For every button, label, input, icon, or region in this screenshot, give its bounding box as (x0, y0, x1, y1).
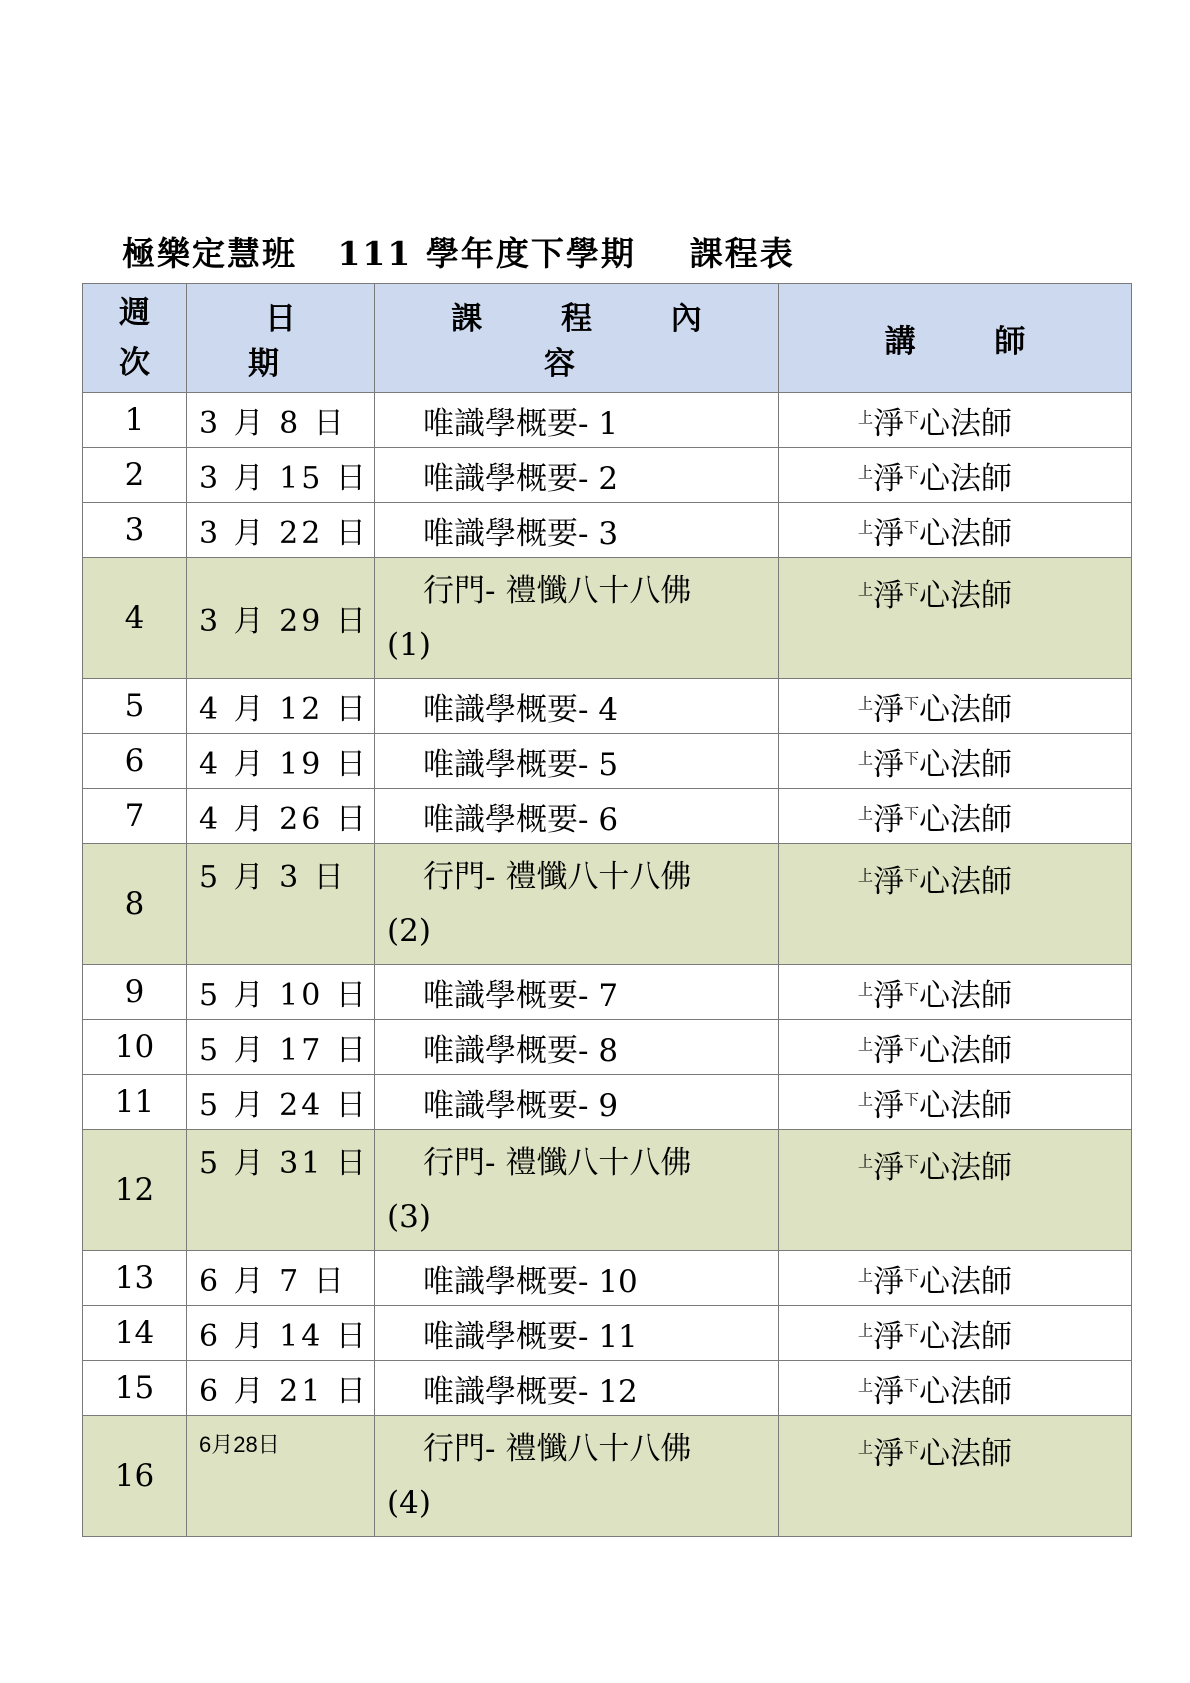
week-cell: 14 (83, 1306, 187, 1361)
teacher-cell (779, 503, 1132, 558)
teacher-prefix-2: 下 (904, 980, 920, 999)
date-cell (187, 679, 375, 734)
date-text: 4 月 26 日 (199, 802, 369, 837)
course-line-2: (4) (387, 1485, 431, 1521)
teacher-prefix-2: 下 (904, 749, 920, 768)
teacher-cell (779, 1361, 1132, 1416)
course-line-2: (1) (387, 627, 431, 663)
date-cell (187, 1251, 375, 1306)
date-text: 6 月 7 日 (199, 1264, 347, 1299)
header-week: 週 次 (83, 284, 187, 393)
teacher-name-tail: 心法師 (919, 1263, 1013, 1300)
teacher-name-tail: 心法師 (919, 801, 1013, 838)
date-text: 5 月 31 日 (199, 1146, 369, 1181)
table-row (83, 558, 1132, 679)
table-row (83, 965, 1132, 1020)
teacher-prefix-2: 下 (904, 1090, 920, 1109)
table-row (83, 393, 1132, 448)
week-cell: 12 (83, 1130, 187, 1251)
teacher-cell (779, 448, 1132, 503)
teacher-name-mid: 淨 (873, 864, 904, 900)
date-cell (187, 789, 375, 844)
teacher-name-mid: 淨 (873, 1150, 904, 1186)
teacher-cell (779, 734, 1132, 789)
course-cell (375, 679, 779, 734)
teacher-prefix: 上 (857, 1321, 873, 1340)
table-row (83, 1075, 1132, 1130)
teacher-cell (779, 965, 1132, 1020)
date-text: 5 月 24 日 (199, 1088, 369, 1123)
date-cell (187, 558, 375, 679)
teacher-name-mid: 淨 (873, 1318, 904, 1355)
teacher-cell (779, 1130, 1132, 1251)
date-cell (187, 1075, 375, 1130)
table-row (83, 1020, 1132, 1075)
teacher-prefix: 上 (857, 749, 873, 768)
teacher-prefix-2: 下 (904, 408, 920, 427)
date-text: 5 月 10 日 (199, 978, 369, 1013)
course-cell (375, 789, 779, 844)
teacher-prefix-2: 下 (904, 804, 920, 823)
week-cell: 16 (83, 1416, 187, 1537)
teacher-name-tail: 心法師 (919, 578, 1013, 614)
teacher-name-mid: 淨 (873, 1263, 904, 1300)
week-cell: 4 (83, 558, 187, 679)
teacher-prefix: 上 (857, 580, 873, 599)
date-text: 5 月 17 日 (199, 1033, 369, 1068)
teacher-prefix-2: 下 (904, 1376, 920, 1395)
date-cell (187, 503, 375, 558)
teacher-prefix: 上 (857, 1266, 873, 1285)
course-line-1: 行門- 禮懺八十八佛 (423, 1431, 692, 1467)
week-cell: 6 (83, 734, 187, 789)
teacher-prefix: 上 (857, 1035, 873, 1054)
teacher-prefix-2: 下 (904, 463, 920, 482)
teacher-name-tail: 心法師 (919, 1318, 1013, 1355)
date-text: 3 月 8 日 (199, 406, 347, 441)
course-cell (375, 1361, 779, 1416)
date-cell (187, 1130, 375, 1251)
teacher-name-tail: 心法師 (919, 460, 1013, 497)
date-text: 6 月 21 日 (199, 1374, 369, 1409)
date-text: 3 月 15 日 (199, 461, 369, 496)
course-cell (375, 1020, 779, 1075)
course-text: 唯識學概要- 8 (423, 1032, 619, 1069)
teacher-name-tail: 心法師 (919, 1150, 1013, 1186)
date-cell (187, 393, 375, 448)
teacher-name-tail: 心法師 (919, 864, 1013, 900)
teacher-cell (779, 393, 1132, 448)
teacher-name-mid: 淨 (873, 405, 904, 442)
date-cell (187, 734, 375, 789)
teacher-name-mid: 淨 (873, 801, 904, 838)
course-text: 唯識學概要- 10 (423, 1263, 638, 1300)
course-text: 唯識學概要- 5 (423, 746, 619, 783)
table-row (83, 734, 1132, 789)
course-cell (375, 965, 779, 1020)
teacher-prefix: 上 (857, 1438, 873, 1457)
teacher-name-mid: 淨 (873, 578, 904, 614)
teacher-prefix: 上 (857, 980, 873, 999)
teacher-name-mid: 淨 (873, 460, 904, 497)
course-text: 唯識學概要- 7 (423, 977, 619, 1014)
teacher-name-mid: 淨 (873, 746, 904, 783)
table-row (83, 448, 1132, 503)
course-line-2: (2) (387, 913, 431, 949)
week-cell: 7 (83, 789, 187, 844)
teacher-cell (779, 558, 1132, 679)
date-cell (187, 844, 375, 965)
course-cell (375, 1251, 779, 1306)
table-row (83, 1251, 1132, 1306)
course-text: 唯識學概要- 12 (423, 1373, 638, 1410)
date-cell (187, 1416, 375, 1537)
teacher-prefix: 上 (857, 1090, 873, 1109)
teacher-name-mid: 淨 (873, 1087, 904, 1124)
table-row (83, 1361, 1132, 1416)
course-cell (375, 558, 779, 679)
table-row (83, 1416, 1132, 1537)
table-row (83, 679, 1132, 734)
date-text: 6 月 14 日 (199, 1319, 369, 1354)
date-text: 5 月 3 日 (199, 860, 347, 895)
date-text: 4 月 12 日 (199, 692, 369, 727)
week-cell: 11 (83, 1075, 187, 1130)
course-cell (375, 503, 779, 558)
teacher-cell (779, 1251, 1132, 1306)
course-cell (375, 448, 779, 503)
course-cell (375, 393, 779, 448)
teacher-name-tail: 心法師 (919, 405, 1013, 442)
header-course: 課 程 內 容 (375, 284, 779, 393)
week-cell: 8 (83, 844, 187, 965)
week-cell: 2 (83, 448, 187, 503)
schedule-table (82, 283, 1132, 1537)
page-title: 極樂定慧班 111 學年度下學期 課程表 (122, 234, 795, 273)
date-text: 6月28日 (199, 1432, 280, 1457)
date-cell (187, 1306, 375, 1361)
week-cell: 10 (83, 1020, 187, 1075)
course-cell (375, 734, 779, 789)
table-row (83, 844, 1132, 965)
course-line-1: 行門- 禮懺八十八佛 (423, 573, 692, 609)
teacher-prefix: 上 (857, 518, 873, 537)
week-cell: 5 (83, 679, 187, 734)
teacher-name-mid: 淨 (873, 977, 904, 1014)
teacher-prefix: 上 (857, 694, 873, 713)
course-cell (375, 1075, 779, 1130)
date-cell (187, 965, 375, 1020)
course-text: 唯識學概要- 2 (423, 460, 619, 497)
date-text: 3 月 29 日 (199, 604, 369, 639)
teacher-name-mid: 淨 (873, 515, 904, 552)
week-cell: 1 (83, 393, 187, 448)
table-row (83, 1306, 1132, 1361)
teacher-prefix: 上 (857, 1376, 873, 1395)
teacher-name-tail: 心法師 (919, 1032, 1013, 1069)
course-text: 唯識學概要- 11 (423, 1318, 638, 1355)
teacher-cell (779, 1416, 1132, 1537)
teacher-prefix-2: 下 (904, 694, 920, 713)
course-cell (375, 1130, 779, 1251)
course-text: 唯識學概要- 6 (423, 801, 619, 838)
teacher-name-tail: 心法師 (919, 691, 1013, 728)
course-line-1: 行門- 禮懺八十八佛 (423, 1145, 692, 1181)
date-text: 4 月 19 日 (199, 747, 369, 782)
header-teacher: 講 師 (779, 284, 1132, 393)
week-cell: 15 (83, 1361, 187, 1416)
course-cell (375, 844, 779, 965)
teacher-name-mid: 淨 (873, 1436, 904, 1472)
date-cell (187, 448, 375, 503)
date-text: 3 月 22 日 (199, 516, 369, 551)
course-text: 唯識學概要- 1 (423, 405, 619, 442)
header-row (83, 284, 1132, 393)
week-cell: 13 (83, 1251, 187, 1306)
teacher-cell (779, 679, 1132, 734)
teacher-name-tail: 心法師 (919, 746, 1013, 783)
teacher-prefix-2: 下 (904, 518, 920, 537)
teacher-prefix: 上 (857, 804, 873, 823)
course-text: 唯識學概要- 9 (423, 1087, 619, 1124)
teacher-prefix-2: 下 (904, 866, 920, 885)
teacher-name-mid: 淨 (873, 691, 904, 728)
table-row (83, 789, 1132, 844)
teacher-name-mid: 淨 (873, 1373, 904, 1410)
course-text: 唯識學概要- 3 (423, 515, 619, 552)
date-cell (187, 1020, 375, 1075)
course-line-1: 行門- 禮懺八十八佛 (423, 859, 692, 895)
teacher-cell (779, 844, 1132, 965)
teacher-prefix-2: 下 (904, 1035, 920, 1054)
course-line-2: (3) (387, 1199, 431, 1235)
teacher-name-tail: 心法師 (919, 515, 1013, 552)
teacher-prefix: 上 (857, 1152, 873, 1171)
course-cell (375, 1416, 779, 1537)
teacher-name-tail: 心法師 (919, 1087, 1013, 1124)
teacher-prefix-2: 下 (904, 1266, 920, 1285)
teacher-prefix-2: 下 (904, 1152, 920, 1171)
teacher-cell (779, 1306, 1132, 1361)
teacher-name-tail: 心法師 (919, 1373, 1013, 1410)
week-cell: 3 (83, 503, 187, 558)
course-text: 唯識學概要- 4 (423, 691, 619, 728)
teacher-prefix-2: 下 (904, 1438, 920, 1457)
header-date: 日 期 (187, 284, 375, 393)
week-cell: 9 (83, 965, 187, 1020)
teacher-prefix: 上 (857, 866, 873, 885)
teacher-prefix-2: 下 (904, 580, 920, 599)
teacher-prefix-2: 下 (904, 1321, 920, 1340)
teacher-name-tail: 心法師 (919, 1436, 1013, 1472)
teacher-name-mid: 淨 (873, 1032, 904, 1069)
teacher-cell (779, 789, 1132, 844)
teacher-name-tail: 心法師 (919, 977, 1013, 1014)
teacher-prefix: 上 (857, 463, 873, 482)
course-cell (375, 1306, 779, 1361)
teacher-prefix: 上 (857, 408, 873, 427)
teacher-cell (779, 1020, 1132, 1075)
table-row (83, 1130, 1132, 1251)
date-cell (187, 1361, 375, 1416)
table-row (83, 503, 1132, 558)
teacher-cell (779, 1075, 1132, 1130)
